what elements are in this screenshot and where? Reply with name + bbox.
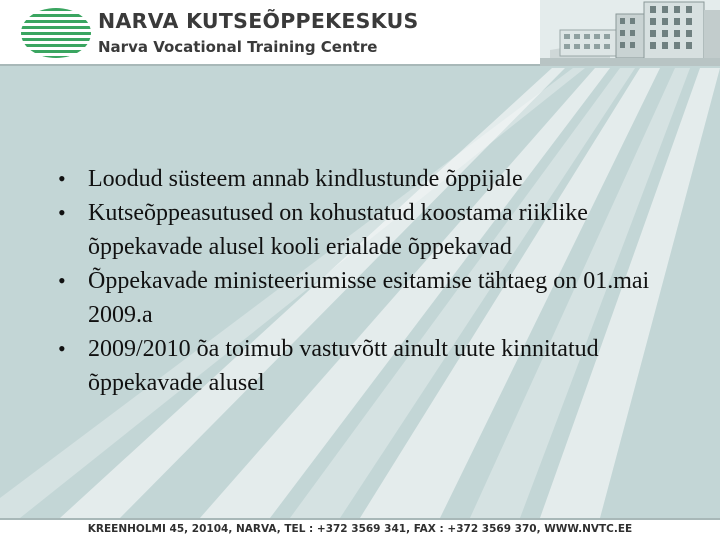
- org-title: NARVA KUTSEÕPPEKESKUS: [98, 9, 419, 33]
- bullet-item: • Kutseõppeasutused on kohustatud koostama riiklike õppekavade alusel kooli erialade õppekavad: [56, 196, 676, 264]
- header: [0, 0, 720, 66]
- building-photo-icon: [540, 0, 720, 66]
- bullet-item: • Õppekavade ministeeriumisse esitamise tähtaeg on 01.mai 2009.a: [56, 264, 676, 332]
- bullet-list: [56, 162, 676, 400]
- footer-contact-text: KREENHOLMI 45, 20104, NARVA, TEL : +372 3569 341, FAX : +372 3569 370, WWW.NVTC.EE: [87, 523, 633, 535]
- footer: [0, 518, 720, 540]
- org-subtitle: Narva Vocational Training Centre: [98, 38, 378, 56]
- bullet-item: • 2009/2010 õa toimub vastuvõtt ainult uute kinnitatud õppekavade alusel: [56, 332, 676, 400]
- bullet-item: • Loodud süsteem annab kindlustunde õppijale: [56, 162, 676, 196]
- striped-globe-logo-icon: [20, 7, 92, 59]
